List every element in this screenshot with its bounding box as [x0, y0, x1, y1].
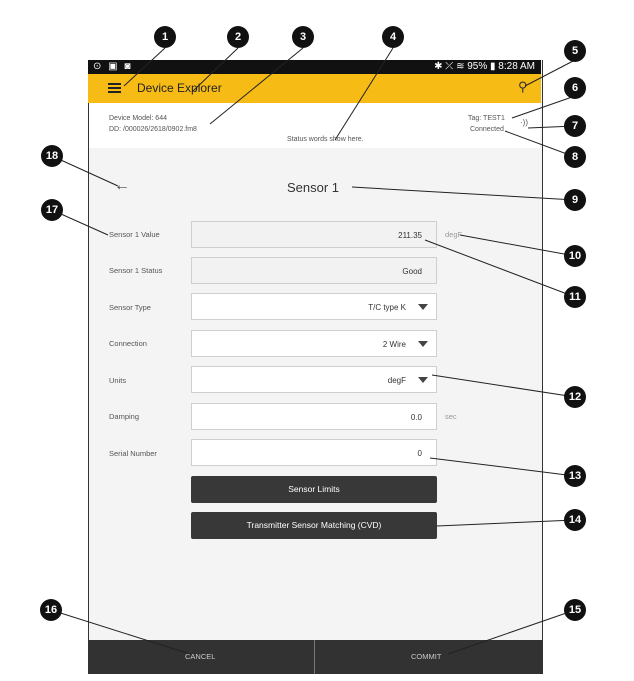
sensor-value-unit: degF	[445, 230, 463, 239]
status-message: Status words show here.	[287, 136, 364, 143]
device-dd: DD: /000026/2618/0902.fm8	[109, 126, 197, 133]
connection-label: Connection	[109, 339, 147, 348]
callout-badge: 17	[41, 199, 63, 221]
sensor-type-label: Sensor Type	[109, 303, 151, 312]
signal-icon: ·))	[520, 118, 528, 127]
sensor-value-label: Sensor 1 Value	[109, 230, 160, 239]
sensor-value: 211.35	[398, 231, 422, 240]
callout-badge: 7	[564, 115, 586, 137]
callout-badge: 9	[564, 189, 586, 211]
damping-value: 0.0	[410, 413, 422, 422]
cancel-button[interactable]: CANCEL	[185, 652, 216, 661]
callout-badge: 5	[564, 40, 586, 62]
device-model: Device Model: 644	[109, 115, 167, 122]
lightbulb-icon[interactable]: ⚲	[518, 79, 528, 94]
callout-badge: 16	[40, 599, 62, 621]
damping-label: Damping	[109, 412, 140, 421]
sensor-matching-button[interactable]: Transmitter Sensor Matching (CVD)	[191, 512, 437, 539]
connection-status: Connected	[470, 126, 504, 133]
callout-badge: 11	[564, 286, 586, 308]
callout-badge: 8	[564, 146, 586, 168]
status-right-info: ✱ ⤫ ≋ 95% ▮ 8:28 AM	[434, 61, 535, 72]
units-label: Units	[109, 376, 127, 385]
callout-badge: 18	[41, 145, 63, 167]
status-left-icons: ⊙ ▣ ◙	[93, 61, 133, 72]
sensor-status-value: Good	[402, 267, 422, 276]
callout-badge: 4	[382, 26, 404, 48]
callout-badge: 6	[564, 77, 586, 99]
callout-badge: 15	[564, 599, 586, 621]
connection-value: 2 Wire	[382, 340, 406, 349]
callout-badge: 3	[292, 26, 314, 48]
back-arrow-icon[interactable]: ←	[114, 177, 130, 194]
tag-label: Tag: TEST1	[468, 115, 505, 122]
sensor-status-label: Sensor 1 Status	[109, 266, 163, 275]
callout-badge: 14	[564, 509, 586, 531]
app-title: Device Explorer	[137, 81, 222, 95]
page-title: Sensor 1	[287, 180, 340, 195]
serial-number-label: Serial Number	[109, 449, 157, 458]
serial-number-value: 0	[417, 449, 422, 458]
damping-unit: sec	[445, 412, 457, 421]
sensor-limits-button[interactable]: Sensor Limits	[191, 476, 437, 503]
callout-badge: 1	[154, 26, 176, 48]
units-value: degF	[387, 376, 406, 385]
callout-badge: 10	[564, 245, 586, 267]
callout-badge: 12	[564, 386, 586, 408]
callout-badge: 13	[564, 465, 586, 487]
sensor-type-value: T/C type K	[368, 303, 406, 312]
callout-badge: 2	[227, 26, 249, 48]
commit-button[interactable]: COMMIT	[411, 652, 442, 661]
